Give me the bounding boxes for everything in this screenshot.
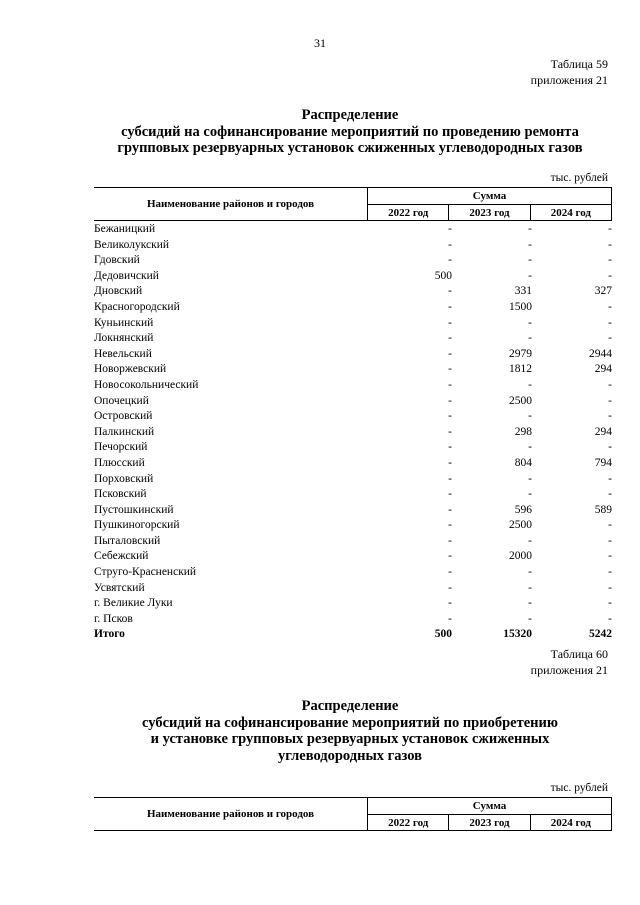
- row-value: -: [448, 363, 452, 376]
- table-row: [94, 409, 612, 425]
- row-value: -: [528, 597, 532, 610]
- row-value: 2000: [509, 550, 532, 563]
- table-row: [94, 472, 612, 488]
- row-name: Гдовский: [94, 254, 140, 267]
- table60-ref-line1: Таблица 60: [550, 647, 608, 661]
- row-value: 5242: [589, 628, 612, 641]
- row-value: -: [528, 534, 532, 547]
- row-value: -: [448, 254, 452, 267]
- table59-header-year: 2024 год: [530, 205, 611, 221]
- row-value: 1500: [509, 300, 532, 313]
- row-value: -: [448, 534, 452, 547]
- table59-ref-line1: Таблица 59: [550, 57, 608, 71]
- table59-header-sum: Сумма: [368, 188, 612, 205]
- row-name: Пустошкинский: [94, 503, 174, 516]
- table60-header-sum: Сумма: [368, 798, 612, 815]
- row-value: -: [528, 269, 532, 282]
- table59-title-line: групповых резервуарных установок сжиженных углеводородных газов: [117, 140, 583, 156]
- row-value: -: [528, 332, 532, 345]
- table60-header-name: Наименование районов и городов: [94, 798, 368, 831]
- row-value: -: [608, 612, 612, 625]
- table-total-row: [94, 627, 612, 643]
- row-value: -: [608, 550, 612, 563]
- row-name: Пушкиногорский: [94, 519, 180, 532]
- row-value: -: [528, 566, 532, 579]
- table-row: [94, 269, 612, 285]
- row-value: 298: [514, 425, 532, 438]
- row-value: -: [448, 597, 452, 610]
- table59-header: [94, 187, 612, 221]
- table-row: [94, 238, 612, 254]
- row-name: Порховский: [94, 472, 154, 485]
- row-name: Опочецкий: [94, 394, 149, 407]
- table60-title: [60, 698, 640, 764]
- table59-title: [60, 107, 640, 157]
- row-value: -: [528, 238, 532, 251]
- row-value: -: [608, 378, 612, 391]
- row-value: -: [448, 472, 452, 485]
- table-row: [94, 425, 612, 441]
- row-name: Усвятский: [94, 581, 145, 594]
- table-row: [94, 581, 612, 597]
- row-value: -: [448, 566, 452, 579]
- row-name: Новоржевский: [94, 363, 167, 376]
- row-name: Невельский: [94, 347, 152, 360]
- row-value: 500: [434, 269, 452, 282]
- row-value: -: [528, 410, 532, 423]
- row-value: -: [448, 519, 452, 532]
- table60-header-year: 2022 год: [368, 815, 449, 831]
- table-row: [94, 565, 612, 581]
- row-name: Красногородский: [94, 300, 180, 313]
- table-row: [94, 596, 612, 612]
- table60-ref-line2: приложения 21: [530, 663, 608, 677]
- row-value: 589: [594, 503, 612, 516]
- row-value: 294: [594, 363, 612, 376]
- table-row: [94, 253, 612, 269]
- table59-header-year: 2023 год: [449, 205, 530, 221]
- row-value: -: [528, 378, 532, 391]
- table-row: [94, 534, 612, 550]
- row-value: -: [608, 316, 612, 329]
- row-name: Итого: [94, 628, 125, 641]
- row-value: 15320: [503, 628, 532, 641]
- row-name: Дновский: [94, 285, 143, 298]
- row-value: 2979: [509, 347, 532, 360]
- page-number: 31: [314, 36, 326, 50]
- table60-header: [94, 797, 612, 831]
- row-value: -: [608, 441, 612, 454]
- table-row: [94, 362, 612, 378]
- table60-title-line: субсидий на софинансирование мероприятий по приобретению: [142, 714, 558, 731]
- row-name: Пыталовский: [94, 534, 161, 547]
- row-value: -: [528, 488, 532, 501]
- table59-reference: [531, 56, 608, 88]
- row-value: -: [608, 597, 612, 610]
- row-value: -: [608, 332, 612, 345]
- row-name: Куньинский: [94, 316, 154, 329]
- row-value: -: [448, 347, 452, 360]
- table60-title-line: углеводородных газов: [278, 747, 422, 764]
- row-name: Плюсский: [94, 456, 145, 469]
- row-value: -: [448, 285, 452, 298]
- table60-header-year: 2024 год: [530, 815, 611, 831]
- row-value: -: [608, 566, 612, 579]
- row-name: Псковский: [94, 488, 147, 501]
- table-row: [94, 549, 612, 565]
- row-value: -: [448, 425, 452, 438]
- row-value: 794: [594, 456, 612, 469]
- row-value: -: [608, 223, 612, 235]
- row-value: 596: [514, 503, 532, 516]
- table60-units: тыс. рублей: [550, 782, 608, 794]
- table59-ref-line2: приложения 21: [530, 73, 608, 87]
- table60-reference: [531, 646, 608, 678]
- row-name: Себежский: [94, 550, 149, 563]
- table-row: [94, 347, 612, 363]
- row-value: -: [528, 254, 532, 267]
- row-value: -: [528, 316, 532, 329]
- row-name: г. Псков: [94, 612, 133, 625]
- table-row: [94, 331, 612, 347]
- table-row: [94, 487, 612, 503]
- row-name: Бежаницкий: [94, 223, 156, 235]
- table59-title-line: Распределение: [301, 107, 399, 123]
- row-value: 2944: [589, 347, 612, 360]
- row-value: 500: [434, 628, 452, 641]
- row-value: -: [448, 332, 452, 345]
- row-name: Новосокольнический: [94, 378, 199, 391]
- table-row: [94, 394, 612, 410]
- table-row: [94, 518, 612, 534]
- table-row: [94, 503, 612, 519]
- row-value: -: [448, 378, 452, 391]
- row-value: -: [528, 581, 532, 594]
- row-value: -: [608, 534, 612, 547]
- table59-units: тыс. рублей: [550, 172, 608, 184]
- row-value: -: [448, 550, 452, 563]
- row-value: -: [528, 612, 532, 625]
- row-value: -: [608, 300, 612, 313]
- row-name: Печорский: [94, 441, 148, 454]
- row-value: -: [608, 488, 612, 501]
- row-value: 2500: [509, 519, 532, 532]
- row-value: -: [448, 441, 452, 454]
- row-value: 804: [514, 456, 532, 469]
- table59-header-name: Наименование районов и городов: [94, 188, 368, 221]
- row-value: -: [448, 612, 452, 625]
- row-value: 2500: [509, 394, 532, 407]
- row-value: -: [448, 456, 452, 469]
- row-value: -: [608, 472, 612, 485]
- row-value: -: [448, 300, 452, 313]
- table60-title-line: и установке групповых резервуарных установок сжиженных: [150, 731, 550, 747]
- row-value: 294: [594, 425, 612, 438]
- row-value: -: [448, 238, 452, 251]
- table-row: [94, 222, 612, 238]
- row-value: -: [448, 488, 452, 501]
- table60-title-line: Распределение: [301, 698, 399, 714]
- row-value: -: [448, 316, 452, 329]
- row-value: -: [608, 410, 612, 423]
- row-value: -: [448, 394, 452, 407]
- row-value: -: [528, 472, 532, 485]
- row-name: г. Великие Луки: [94, 597, 173, 610]
- table59-body: [94, 222, 612, 643]
- table60-header-year: 2023 год: [449, 815, 530, 831]
- row-value: 331: [514, 285, 532, 298]
- row-value: -: [608, 581, 612, 594]
- table-row: [94, 612, 612, 628]
- table-row: [94, 378, 612, 394]
- row-value: -: [608, 519, 612, 532]
- row-name: Островский: [94, 410, 153, 423]
- row-value: 327: [594, 285, 612, 298]
- row-value: -: [528, 223, 532, 235]
- row-value: -: [448, 581, 452, 594]
- table59-header-year: 2022 год: [368, 205, 449, 221]
- row-name: Дедовичский: [94, 269, 159, 282]
- row-value: -: [528, 441, 532, 454]
- row-value: -: [608, 269, 612, 282]
- table-row: [94, 284, 612, 300]
- row-value: -: [608, 394, 612, 407]
- table-row: [94, 440, 612, 456]
- row-value: 1812: [509, 363, 532, 376]
- row-value: -: [448, 223, 452, 235]
- row-name: Великолукский: [94, 238, 170, 251]
- row-value: -: [608, 254, 612, 267]
- table-row: [94, 456, 612, 472]
- table59-title-line: субсидий на софинансирование мероприятий по проведению ремонта: [121, 123, 579, 140]
- row-value: -: [608, 238, 612, 251]
- row-value: -: [448, 410, 452, 423]
- table-row: [94, 316, 612, 332]
- row-name: Локнянский: [94, 332, 154, 345]
- row-value: -: [448, 503, 452, 516]
- row-name: Палкинский: [94, 425, 155, 438]
- table-row: [94, 300, 612, 316]
- row-name: Струго-Красненский: [94, 566, 197, 579]
